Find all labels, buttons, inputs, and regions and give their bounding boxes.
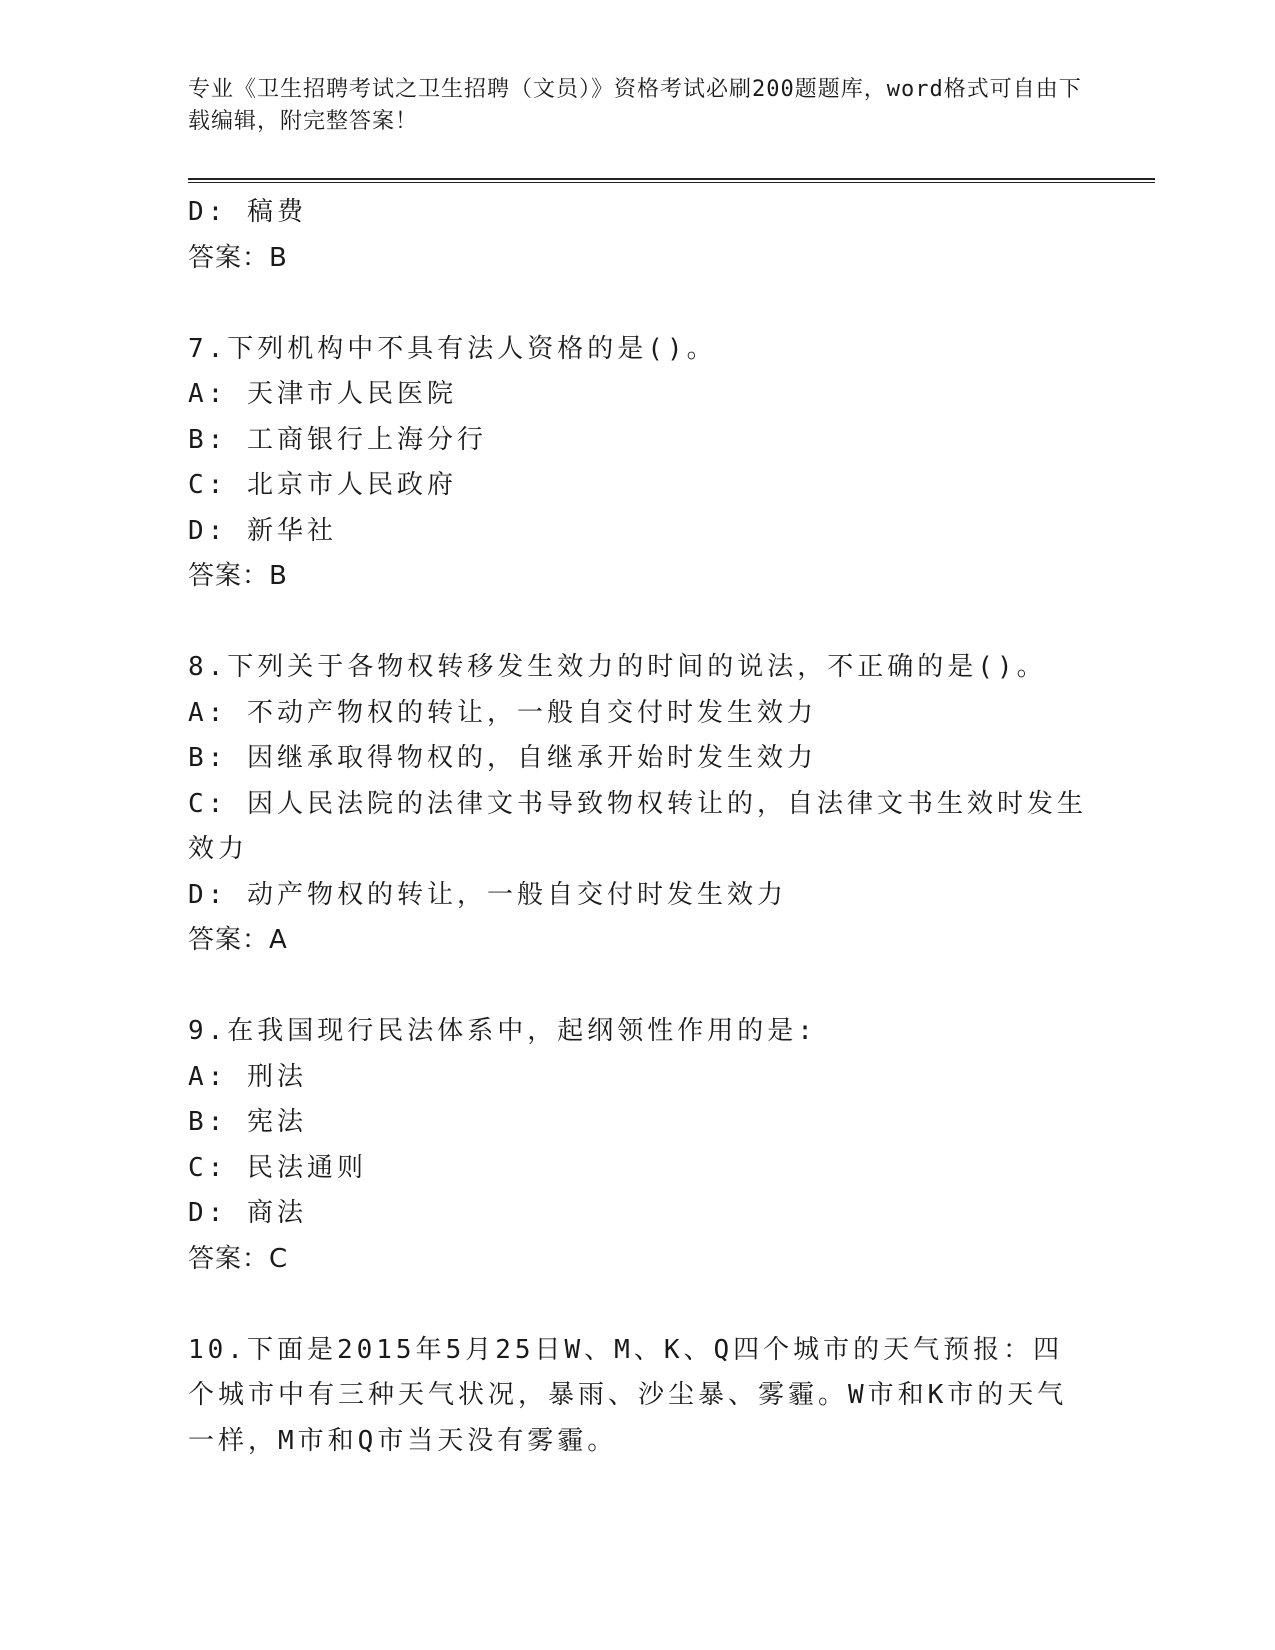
option-b: B: 因继承取得物权的，自继承开始时发生效力 (188, 743, 817, 773)
option-a: A: 不动产物权的转让，一般自交付时发生效力 (188, 697, 817, 728)
answer-text: 答案：C (188, 1243, 289, 1274)
question-8 (188, 645, 1088, 964)
option-d: D: 新华社 (188, 515, 337, 546)
option-c: C: 北京市人民政府 (188, 470, 457, 500)
option-a: A: 刑法 (188, 1061, 307, 1092)
option-a: A: 天津市人民医院 (188, 379, 457, 409)
spacer (188, 964, 1088, 1010)
answer-text: 答案：A (188, 925, 288, 955)
question-stem: 10.下面是2015年5月25日W、M、K、Q四个城市的天气预报：四个城市中有三种天气状况，暴雨、沙尘暴、雾霾。W市和K市的天气一样，M市和Q市当天没有雾霾。 (188, 1334, 1068, 1456)
option-d: D: 稿费 (188, 197, 307, 227)
answer-text: 答案：B (188, 242, 288, 273)
header-divider (188, 178, 1155, 183)
question-10 (188, 1328, 1088, 1465)
spacer (188, 281, 1088, 327)
question-stem: 8.下列关于各物权转移发生效力的时间的说法，不正确的是()。 (188, 652, 1047, 682)
question-stem: 9.在我国现行民法体系中，起纲领性作用的是: (188, 1016, 817, 1046)
option-d: D: 动产物权的转让，一般自交付时发生效力 (188, 879, 787, 910)
question-stem: 7.下列机构中不具有法人资格的是()。 (188, 333, 717, 364)
question-content (188, 190, 1088, 1464)
question-9 (188, 1009, 1088, 1282)
question-7 (188, 327, 1088, 600)
document-header: 专业《卫生招聘考试之卫生招聘（文员）》资格考试必刷200题题库，word格式可自由下载编辑，附完整答案！ (188, 77, 1082, 134)
answer-text: 答案：B (188, 561, 288, 591)
option-b: B: 工商银行上海分行 (188, 424, 487, 455)
option-b: B: 宪法 (188, 1107, 307, 1137)
option-c: C: 民法通则 (188, 1152, 367, 1183)
option-c: C: 因人民法院的法律文书导致物权转让的，自法律文书生效时发生效力 (188, 788, 1087, 864)
option-d: D: 商法 (188, 1198, 307, 1228)
spacer (188, 1282, 1088, 1328)
spacer (188, 600, 1088, 646)
